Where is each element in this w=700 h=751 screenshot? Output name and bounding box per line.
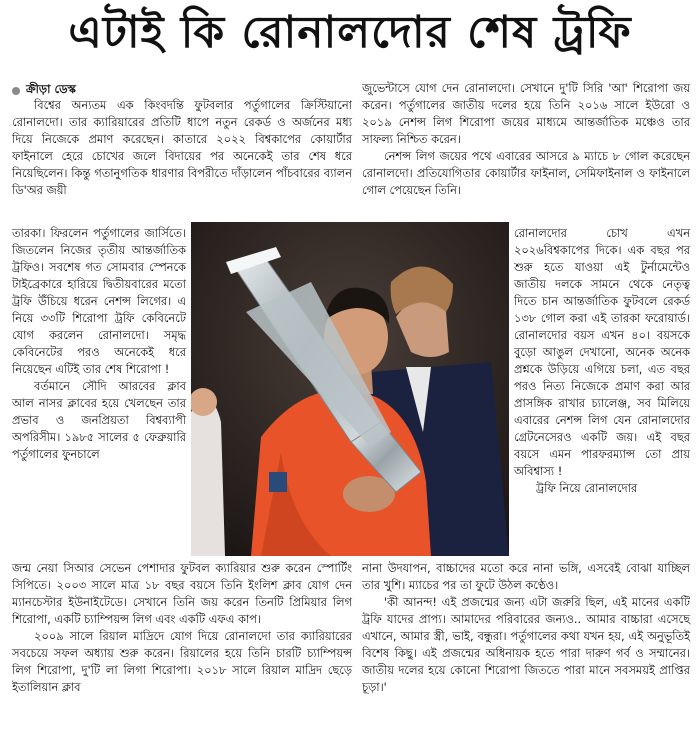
article-column-left-top [12, 97, 352, 199]
photo-illustration [191, 222, 509, 556]
article-column-right-mid [514, 225, 690, 497]
article-column-right-top [362, 80, 690, 199]
quote-paragraph: 'কী আনন্দ! এই প্রজন্মের জন্য এটা জরুরি ছিল, এই মানের একটি ট্রফি যাদের প্রাপ্য। আমাদের পরিবারের জন্যও.. আমার বাচ্চারা এসেছে এখানে, আমার স্ত্রী, ভাই, বন্ধুরা। পর্তুগালের কথা যখন হয়, এই অনুভূতিই বিশেষ কিছু। এই প্রজন্মের অধিনায়ক হতে পারা দারুণ গর্ব ও সম্মানের। জাতীয় দলের হয়ে কোনো শিরোপা জিততে পারা মানে সবসময়ই প্রাপ্তির চূড়া।' [362, 595, 690, 694]
bullet-icon [12, 87, 20, 95]
paragraph: বিশ্বের অন্যতম এক কিংবদন্তি ফুটবলার পর্তুগালের ক্রিস্টিয়ানো রোনালদো। তার ক্যারিয়ারের প্রতিটি ধাপে নতুন রেকর্ড ও অর্জনের মধ্য দিয়ে নিজেকে প্রমাণ করেছেন। কাতারে ২০২২ বিশ্বকাপের কোয়ার্টার ফাইনালে হেরে চোখের জলে বিদায়ের পর অনেকেই তার শেষ ধরে নিয়েছিলেন। কিন্তু গতানুগতিক ধারণার বিপরীতে দাঁড়ালেন পাঁচবারের ব্যালন ডি'অর জয়ী [12, 98, 352, 197]
paragraph: ২০০৯ সালে রিয়াল মাদ্রিদে যোগ দিয়ে রোনালদো তার ক্যারিয়ারের সবচেয়ে সফল অধ্যায় শুরু করেন। রিয়ালের হয়ে তিনি চারটি চ্যাম্পিয়ন্স লিগ শিরোপা, দু'টি লা লিগা শিরোপা। ২০১৮ সালে রিয়াল মাদ্রিদ ছেড়ে ইতালিয়ান ক্লাব [12, 629, 352, 694]
byline-text: ক্রীড়া ডেস্ক [26, 82, 76, 96]
paragraph: নানা উদযাপন, বাচ্চাদের মতো করে নানা ভঙ্গি, এসবেই বোঝা যাচ্ছিল তার খুশি। ম্যাচের পর তা ফুটে উঠল কণ্ঠেও। [362, 561, 690, 592]
paragraph: জুভেন্টাসে যোগ দেন রোনালদো। সেখানে দু'টি সিরি 'আ' শিরোপা জয় করেন। পর্তুগালের জাতীয় দলের হয়ে তিনি ২০১৬ সালে ইউরো ও ২০১৯ নেশন্স লিগ শিরোপা জয়ের মাধ্যমে আন্তর্জাতিক মঞ্চেও তার সাফল্য নিশ্চিত করেন। [362, 81, 690, 146]
article-column-left-bottom [12, 560, 352, 696]
paragraph: বর্তমানে সৌদি আরবের ক্লাব আল নাসর ক্লাবের হয়ে খেলছেন তার প্রভাব ও জনপ্রিয়তা বিশ্বব্যাপী অপরিসীম। ১৯৮৫ সালের ৫ ফেব্রুয়ারি পর্তুগালের ফুনচালে [12, 379, 186, 461]
paragraph: রোনালদোর চোখ এখন ২০২৬বিশ্বকাপের দিকে। এক বছর পর শুরু হতে যাওয়া এই টুর্নামেন্টেও জাতীয় দলকে সামনে থেকে নেতৃত্ব দিতে চান আন্তর্জাতিক ফুটবলে রেকর্ড ১৩৮ গোল করা এই তারকা ফরোয়ার্ড। রোনালদোর বয়স এখন ৪০। বয়সকে বুড়ো আঙুল দেখানো, অনেক অনেক প্রশ্নকে উড়িয়ে এগিয়ে চলা, এত বছর পরও নিত্য নিজেকে প্রমাণ করা আর প্রাসঙ্গিক রাখার চ্যালেঞ্জ, সব মিলিয়ে এবারের নেশন্স লিগ যেন রোনালদোর গ্রেটনেসেরও একটি জয়। এই বছর বয়সে এমন পারফরম্যান্স তো প্রায় অবিশ্বাস্য ! [514, 226, 690, 478]
ronaldo-trophy-photo [191, 222, 509, 556]
paragraph: ট্রফি নিয়ে রোনালদোর [536, 481, 638, 495]
article-column-right-bottom [362, 560, 690, 696]
paragraph: তারকা। ফিরলেন পর্তুগালের জার্সিতে। জিতলেন নিজের তৃতীয় আন্তর্জাতিক ট্রফিও। সবশেষ গত সোমবার স্পেনকে টাইব্রেকারে হারিয়ে দ্বিতীয়বারের মতো ট্রফি উঁচিয়ে ধরেন নেশন্স লিগের। এ নিয়ে ৩৩টি শিরোপা ট্রফি কেবিনেটে যোগ করলেন রোনালদো। সমৃদ্ধ কেবিনেটের পরও অনেকেই ধরে নিয়েছেন এটিই তার শেষ শিরোপা ! [12, 226, 186, 376]
article-column-left-mid [12, 225, 186, 463]
paragraph: নেশন্স লিগ জয়ের পথে এবারের আসরে ৯ ম্যাচে ৮ গোল করেছেন রোনালদো। প্রতিযোগিতার কোয়ার্টার ফাইনাল, সেমিফাইনাল ও ফাইনালে গোল পেয়েছেন তিনি। [362, 149, 690, 197]
headline: এটাই কি রোনালদোর শেষ ট্রফি [68, 6, 632, 58]
paragraph: জন্ম নেয়া সিআর সেভেন পেশাদার ফুটবল ক্যারিয়ার শুরু করেন স্পোর্টিং সিপিতে। ২০০৩ সালে মাত্র ১৮ বছর বয়সে তিনি ইংলিশ ক্লাব যোগ দেন ম্যানচেস্টার ইউনাইটেডে। সেখানে তিনি জয় করেন তিনটি প্রিমিয়ার লিগ শিরোপা, একটি চ্যাম্পিয়ন্স লিগ এবং একটি এফএ কাপ। [12, 561, 352, 626]
